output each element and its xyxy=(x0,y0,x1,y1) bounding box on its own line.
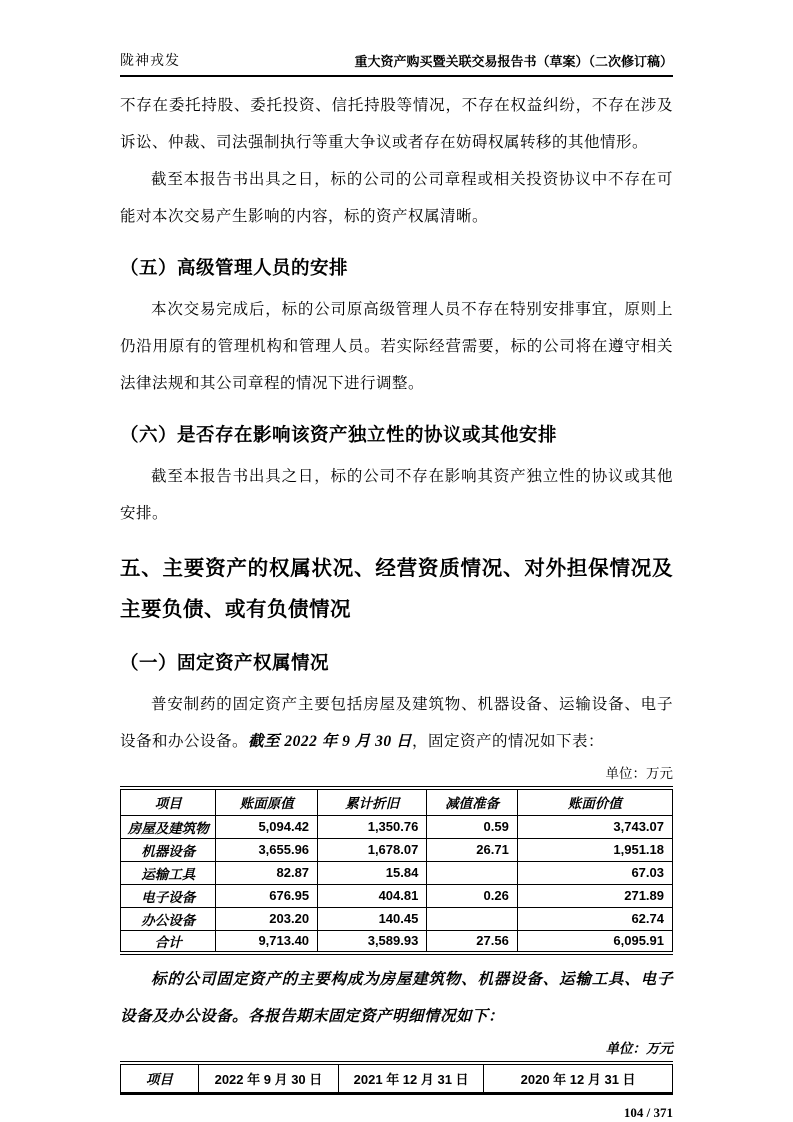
page-header xyxy=(120,50,673,77)
cell-value: 67.03 xyxy=(517,861,672,884)
heading-section-5-senior-management: （五）高级管理人员的安排 xyxy=(120,257,349,278)
cell-value: 3,655.96 xyxy=(216,838,318,861)
heading-section-1-fixed-assets: （一）固定资产权属情况 xyxy=(120,652,330,673)
cell-value: 1,678.07 xyxy=(318,838,427,861)
fixed-assets-table xyxy=(120,786,673,955)
row-label-machinery: 机器设备 xyxy=(121,838,216,861)
cell-value: 9,713.40 xyxy=(216,930,318,953)
col-header-2020-12-31: 2020 年 12 月 31 日 xyxy=(484,1063,673,1093)
cell-value: 1,350.76 xyxy=(318,815,427,838)
cell-value: 27.56 xyxy=(427,930,518,953)
heading-section-6-asset-independence: （六）是否存在影响该资产独立性的协议或其他安排 xyxy=(120,424,558,445)
cell-value: 82.87 xyxy=(216,861,318,884)
table1-unit-label: 单位：万元 xyxy=(605,766,673,781)
cell-value: 0.26 xyxy=(427,884,518,907)
cell-value: 0.59 xyxy=(427,815,518,838)
cell-value: 140.45 xyxy=(318,907,427,930)
table-row xyxy=(121,838,673,861)
col-header-item: 项目 xyxy=(121,788,216,815)
cell-value xyxy=(427,907,518,930)
table-row-total xyxy=(121,930,673,953)
cell-value: 1,951.18 xyxy=(517,838,672,861)
fixed-assets-date-emphasis: 截至 2022 年 9 月 30 日 xyxy=(248,733,413,750)
paragraph-management-arrangement: 本次交易完成后，标的公司原高级管理人员不存在特别安排事宜，原则上仍沿用原有的管理机构和管理人员。若实际经营需要，标的公司将在遵守相关法律法规和其公司章程的情况下进行调整。 xyxy=(120,301,673,392)
cell-value: 3,743.07 xyxy=(517,815,672,838)
page-number: 104 / 371 xyxy=(623,1104,673,1120)
table-row xyxy=(121,884,673,907)
table2-unit-label: 单位：万元 xyxy=(605,1041,673,1056)
cell-value: 271.89 xyxy=(517,884,672,907)
cell-value: 62.74 xyxy=(517,907,672,930)
fixed-assets-table-header-row xyxy=(121,788,673,815)
cell-value: 3,589.93 xyxy=(318,930,427,953)
table-row xyxy=(121,815,673,838)
col-header-impairment-provision: 减值准备 xyxy=(427,788,518,815)
table-row xyxy=(121,907,673,930)
cell-value xyxy=(427,861,518,884)
paragraph-continuation: 不存在委托持股、委托投资、信托持股等情况，不存在权益纠纷，不存在涉及诉讼、仲裁、司法强制执行等重大争议或者存在妨碍权属转移的其他情形。 xyxy=(120,97,673,151)
cell-value: 15.84 xyxy=(318,861,427,884)
col-header-book-value: 账面价值 xyxy=(517,788,672,815)
cell-value: 5,094.42 xyxy=(216,815,318,838)
fixed-assets-detail-table xyxy=(120,1061,673,1095)
col-header-2021-12-31: 2021 年 12 月 31 日 xyxy=(339,1063,484,1093)
cell-value: 6,095.91 xyxy=(517,930,672,953)
header-report-title: 重大资产购买暨关联交易报告书（草案）（二次修订稿） xyxy=(354,54,673,69)
col-header-2022-09-30: 2022 年 9 月 30 日 xyxy=(198,1063,338,1093)
paragraph-independence: 截至本报告书出具之日，标的公司不存在影响其资产独立性的协议或其他安排。 xyxy=(120,468,673,522)
header-company-name: 陇神戎发 xyxy=(120,54,180,69)
col-header-original-value: 账面原值 xyxy=(216,788,318,815)
row-label-buildings: 房屋及建筑物 xyxy=(121,815,216,838)
row-label-electronic: 电子设备 xyxy=(121,884,216,907)
cell-value: 26.71 xyxy=(427,838,518,861)
paragraph-charter: 截至本报告书出具之日，标的公司的公司章程或相关投资协议中不存在可能对本次交易产生影响的内容，标的资产权属清晰。 xyxy=(120,171,673,225)
row-label-total: 合计 xyxy=(121,930,216,953)
heading-chapter-5-main-assets: 五、主要资产的权属状况、经营资质情况、对外担保情况及主要负债、或有负债情况 xyxy=(120,557,673,621)
paragraph-fixed-assets-composition: 标的公司固定资产的主要构成为房屋建筑物、机器设备、运输工具、电子设备及办公设备。各报告期末固定资产明细情况如下： xyxy=(120,971,673,1025)
fixed-assets-intro-tail: ，固定资产的情况如下表： xyxy=(412,733,605,750)
col-header-item2: 项目 xyxy=(121,1063,199,1093)
cell-value: 203.20 xyxy=(216,907,318,930)
cell-value: 676.95 xyxy=(216,884,318,907)
detail-table-header-row xyxy=(121,1063,673,1093)
row-label-office: 办公设备 xyxy=(121,907,216,930)
col-header-accumulated-depreciation: 累计折旧 xyxy=(318,788,427,815)
paragraph-fixed-assets-intro xyxy=(120,686,673,760)
cell-value: 404.81 xyxy=(318,884,427,907)
table-row xyxy=(121,861,673,884)
fixed-assets-intro-text: 普安制药的固定资产主要包括房屋及建筑物、机器设备、运输设备、电子设备和办公设备。 xyxy=(120,696,673,750)
row-label-transport: 运输工具 xyxy=(121,861,216,884)
